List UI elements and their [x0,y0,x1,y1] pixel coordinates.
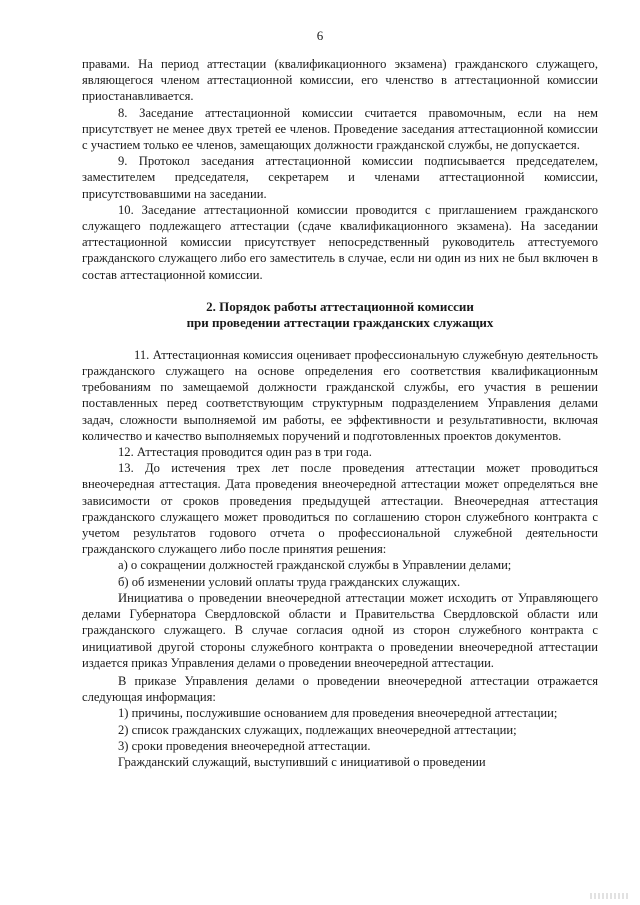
section-2-heading [82,299,598,331]
paragraph-13-a: а) о сокращении должностей гражданской службы в Управлении делами; [118,558,512,573]
paragraph-8: 8. Заседание аттестационной комиссии считается правомочным, если на нем присутствует не менее двух третей ее членов. Проведение заседания аттестационной комиссии с участием только ее членов, замещающих должности гражданской службы, не допускается. [82,105,598,153]
continuation-paragraph: правами. На период аттестации (квалификационного экзамена) гражданского служащего, являющегося членом аттестационной комиссии, его членство в аттестационной комиссии приостанавливается. [82,57,598,104]
order-intro-paragraph: В приказе Управления делами о проведении внеочередной аттестации отражается следующая информация: [82,673,598,705]
list-item: 1) причины, послужившие основанием для проведения внеочередной аттестации; [118,706,558,721]
paragraph-9: 9. Протокол заседания аттестационной комиссии подписывается председателем, заместителем председателя, секретарем и членами аттестационной комиссии, присутствовавшими на заседании. [82,154,598,201]
page-body [82,56,598,770]
scan-artifact [590,893,630,899]
order-info-list [82,705,598,754]
paragraph-12: 12. Аттестация проводится один раз в три года. [118,445,372,460]
initiative-paragraph: Инициатива о проведении внеочередной аттестации может исходить от Управляющего делами Губернатора Свердловской области и Правительства Свердловской области или гражданского служащего. В случае согласия одной из сторон служебного контракта с инициативой другой стороны служебного контракта о проведении внеочередной аттестации издается приказ Управления делами о проведении внеочередной аттестации. [82,590,598,670]
paragraph-13-b: б) об изменении условий оплаты труда гражданских служащих. [118,574,461,589]
list-item: 2) список гражданских служащих, подлежащих внеочередной аттестации; [118,722,517,737]
section-2-heading-line-1: 2. Порядок работы аттестационной комиссии [206,298,474,314]
closing-paragraph: Гражданский служащий, выступивший с инициативой о проведении [118,754,486,769]
page-number: 6 [316,28,324,43]
paragraph-11: 11. Аттестационная комиссия оценивает профессиональную служебную деятельность гражданского служащего на основе определения его соответствия квалификационным требованиям по замещаемой должности гражданской службы, его участия в решении поставленных перед соответствующим структурным подразделением Управления делами задач, сложности выполняемой им работы, ее эффективности и результативности, включая количество и качество выполняемых поручений и подготовленных проектов документов. [82,347,598,443]
paragraph-10: 10. Заседание аттестационной комиссии проводится с приглашением гражданского служащего подлежащего аттестации (сдаче квалификационного экзамена). На заседании аттестационной комиссии присутствует непосредственный руководитель аттестуемого гражданского служащего либо его заместитель в случае, если ни один из них не был включен в состав аттестационной комиссии. [82,202,598,282]
list-item: 3) сроки проведения внеочередной аттестации. [118,738,371,753]
section-2-heading-line-2: при проведении аттестации гражданских служащих [186,314,494,330]
paragraph-13: 13. До истечения трех лет после проведения аттестации может проводиться внеочередная аттестация. Дата проведения внеочередной аттестации может определяться вне зависимости от сроков проведения предыдущей аттестации. Внеочередная аттестация гражданского служащего может проводиться по соглашению сторон служебного контракта с учетом результатов годового отчета о профессиональной служебной деятельности гражданского служащего либо после принятия решения: [82,461,598,557]
